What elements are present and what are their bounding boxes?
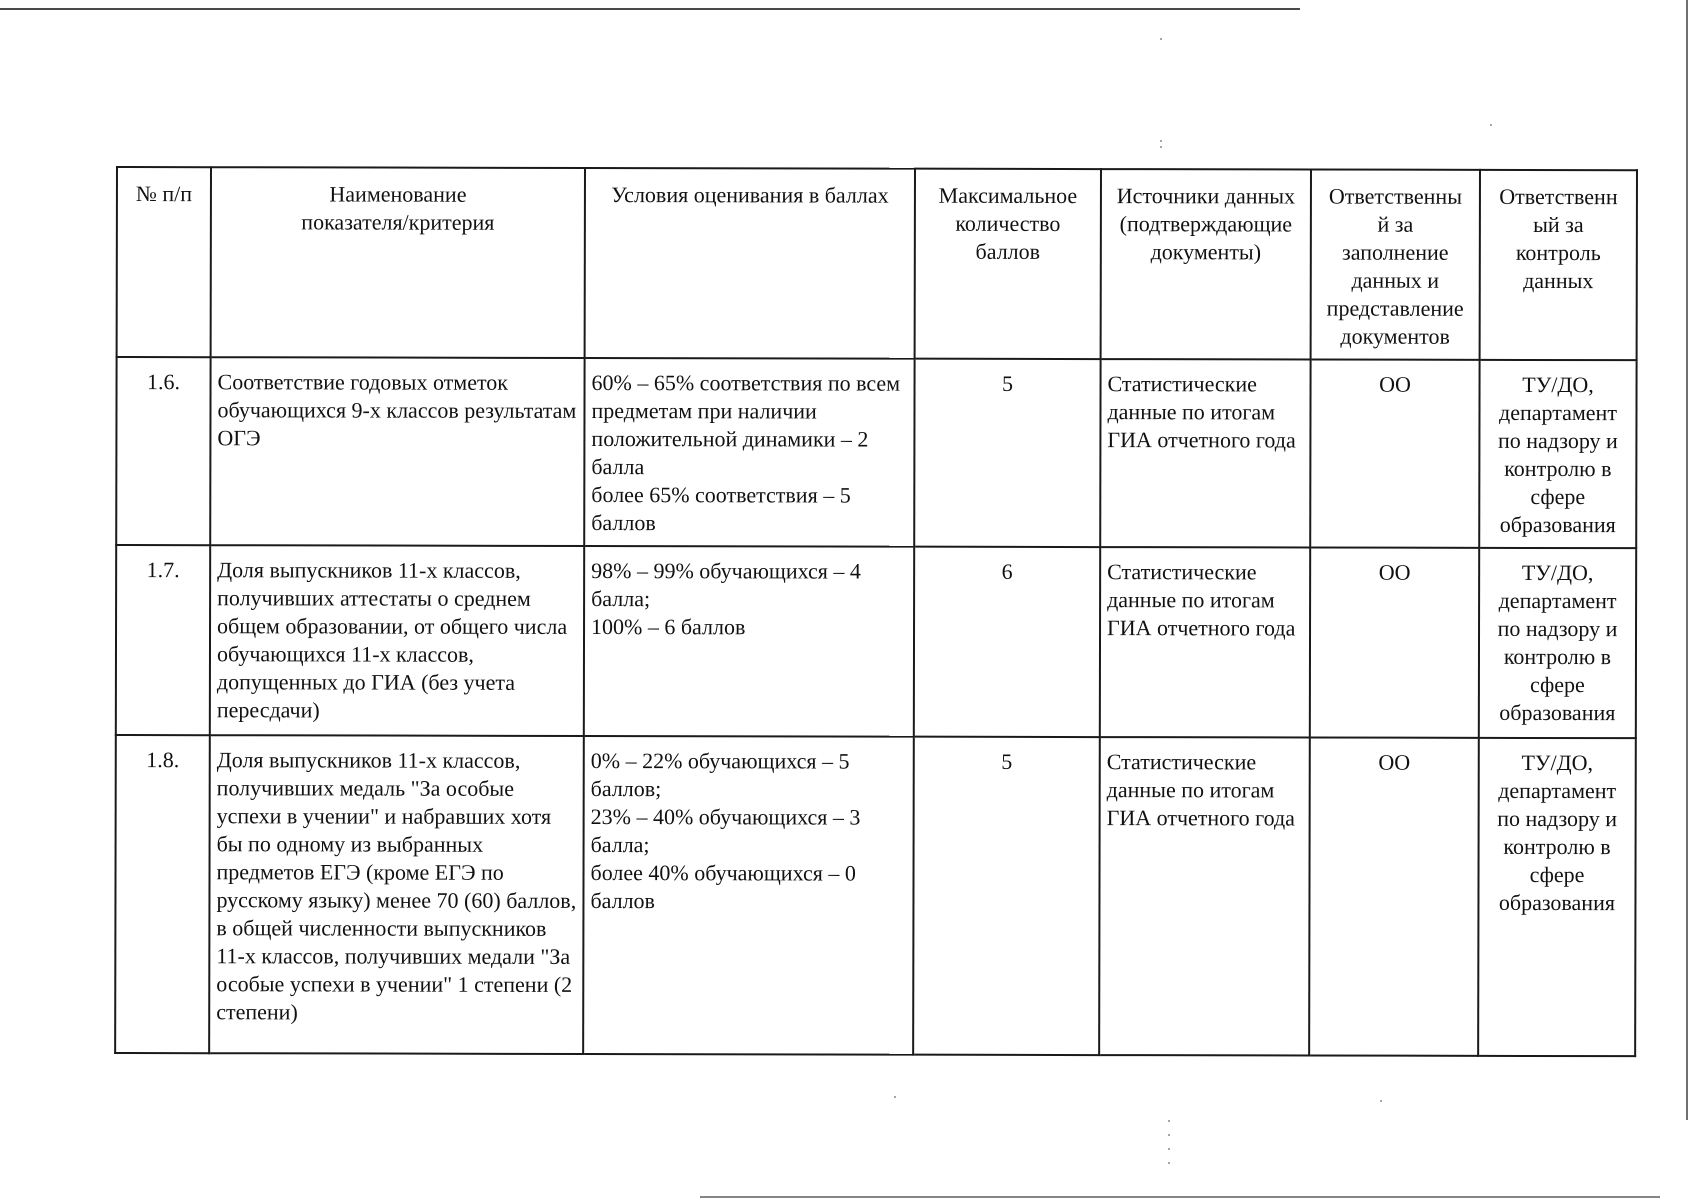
header-responsible-control: Ответственн ый за контроль данных [1480,170,1637,360]
scan-speck [894,1096,896,1098]
max-points: 6 [914,547,1100,737]
header-data-sources: Источники данных (подтверждающие документы) [1101,169,1311,359]
scan-speck [1160,140,1162,142]
scan-speck [1168,1148,1170,1150]
scoring-conditions: 60% – 65% соответствия по всем предметам при наличии положительной динамики – 2 балла более 65% соответствия – 5 баллов [584,358,914,547]
header-criterion-name: Наименование показателя/критерия [211,167,585,358]
responsible-control: ТУ/ДО, департамент по надзору и контролю в сфере образования [1479,360,1636,548]
responsible-fill: ОО [1309,738,1479,1056]
header-responsible-fill: Ответственны й за заполнение данных и представление документов [1311,170,1480,360]
scan-speck [1380,1100,1382,1102]
row-number: 1.8. [115,735,210,1053]
table-row [116,357,1636,548]
scoring-conditions: 98% – 99% обучающихся – 4 балла; 100% – 6 баллов [584,546,914,737]
scan-speck [1160,38,1162,40]
scan-edge-right [1686,0,1688,1120]
table-header-row [117,167,1637,360]
table-row [116,545,1636,738]
criteria-table [114,166,1638,1057]
scoring-conditions: 0% – 22% обучающихся – 5 баллов; 23% – 40% обучающихся – 3 балла; более 40% обучающихся – 0 баллов [583,736,914,1055]
header-number: № п/п [117,167,211,357]
table-row [115,735,1636,1056]
responsible-control: ТУ/ДО, департамент по надзору и контролю в сфере образования [1479,548,1636,738]
header-max-points: Максимальное количество баллов [915,169,1101,359]
criterion-name: Соответствие годовых отметок обучающихся 9-х классов результатам ОГЭ [210,357,584,546]
max-points: 5 [914,359,1100,547]
max-points: 5 [913,737,1100,1055]
responsible-fill: ОО [1310,360,1479,548]
scan-edge-bottom [700,1196,1660,1198]
row-number: 1.7. [116,545,210,735]
scan-speck [1490,124,1492,126]
scan-speck [1168,1120,1170,1122]
header-scoring-conditions: Условия оценивания в баллах [585,168,915,359]
criterion-name: Доля выпускников 11-х классов, получивших медаль "За особые успехи в учении" и набравших хотя бы по одному из выбранных предметов ЕГЭ (кроме ЕГЭ по русскому языку) менее 70 (60) баллов, в общей численности выпускников 11-х классов, получивших медали "За особые успехи в учении" 1 степени (2 степени) [209,735,584,1054]
responsible-control: ТУ/ДО, департамент по надзору и контролю в сфере образования [1478,738,1636,1056]
data-sources: Статистические данные по итогам ГИА отчетного года [1100,547,1310,737]
scan-edge-top [0,8,1300,10]
row-number: 1.6. [116,357,210,545]
criterion-name: Доля выпускников 11-х классов, получивших аттестаты о среднем общем образовании, от общего числа обучающихся 11-х классов, допущенных до ГИА (без учета пересдачи) [210,545,584,736]
scan-speck [1160,146,1162,148]
data-sources: Статистические данные по итогам ГИА отчетного года [1100,359,1310,547]
scan-speck [1168,1134,1170,1136]
scan-speck [1168,1162,1170,1164]
data-sources: Статистические данные по итогам ГИА отчетного года [1099,737,1310,1055]
responsible-fill: ОО [1310,548,1479,738]
